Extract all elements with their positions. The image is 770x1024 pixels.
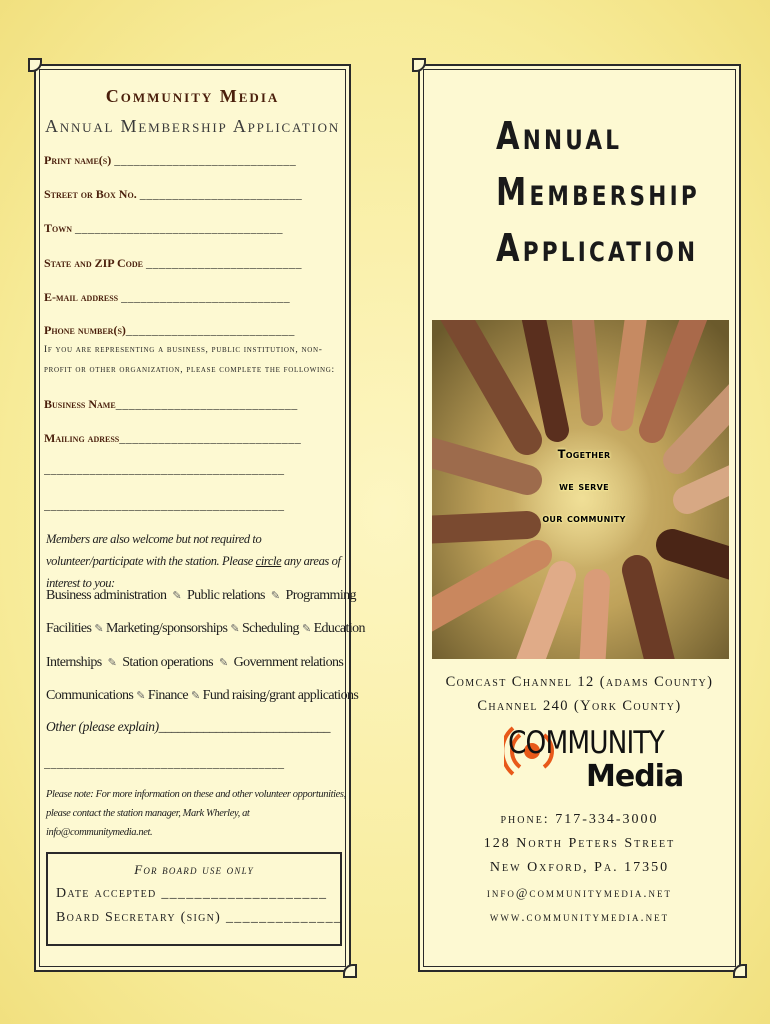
interest-government-relations[interactable]: Government relations	[233, 655, 344, 670]
logo-word-community: COMMUNITY	[508, 725, 664, 761]
city-address: New Oxford, Pa. 17350	[489, 860, 670, 875]
email-field[interactable]: E-mail address __________________________	[44, 290, 291, 304]
form-title: Annual Membership Application	[44, 116, 341, 136]
other-field[interactable]: Other (please explain)___________________________	[46, 719, 331, 734]
print-name-field[interactable]: Print name(s) ____________________________	[44, 153, 297, 167]
interest-row-3	[46, 655, 346, 671]
photo-caption-2: we serve	[559, 479, 609, 493]
interest-row-1	[46, 588, 356, 604]
interest-row-4	[46, 688, 359, 704]
leaf-bullet-icon: ✎	[218, 657, 228, 669]
interest-internships[interactable]: Internships	[46, 655, 102, 670]
street-address: 128 North Peters Street	[483, 836, 676, 851]
leaf-bullet-icon: ✎	[107, 657, 117, 669]
website[interactable]: www.communitymedia.net	[489, 910, 670, 924]
interest-business-administration[interactable]: Business administration	[46, 588, 167, 603]
org-title: Community Media	[105, 86, 280, 106]
application-form-panel	[34, 64, 365, 972]
phone-field[interactable]: Phone number(s)__________________________	[44, 323, 295, 337]
leaf-bullet-icon: ✎	[172, 590, 181, 602]
photo-caption-1: Together	[557, 447, 611, 461]
interest-fund-raising[interactable]: Fund raising/grant applications	[202, 688, 359, 703]
leaf-bullet-icon: ✎	[270, 590, 280, 602]
interest-scheduling[interactable]: Scheduling	[241, 621, 299, 636]
date-accepted-field[interactable]: Date accepted ____________________	[56, 886, 328, 901]
mailing-address-field[interactable]: Mailing adress____________________________	[44, 431, 302, 445]
interest-education[interactable]: Education	[313, 621, 365, 636]
interest-communications[interactable]: Communications	[46, 688, 134, 703]
interest-row-2	[46, 621, 365, 637]
hands-circle-photo	[432, 320, 729, 659]
leaf-bullet-icon: ✎	[136, 690, 145, 702]
hands-circle-image	[432, 320, 729, 659]
interest-marketing[interactable]: Marketing/sponsorships	[105, 621, 228, 636]
leaf-bullet-icon: ✎	[230, 623, 239, 635]
interest-public-relations[interactable]: Public relations	[187, 588, 265, 603]
other-line-2[interactable]: _____________________________________	[44, 756, 285, 770]
town-field[interactable]: Town ________________________________	[44, 221, 284, 235]
leaf-bullet-icon: ✎	[191, 690, 200, 702]
cover-panel	[418, 64, 741, 972]
phone: phone: 717-334-3000	[500, 812, 659, 827]
volunteer-intro: Members are also welcome but not required to volunteer/participate with the station. Please circle any areas of interest to you:	[46, 532, 341, 590]
email-address[interactable]: info@communitymedia.net	[486, 886, 673, 900]
logo-word-media: Media	[586, 759, 684, 794]
board-use-title: For board use only	[134, 862, 254, 877]
business-name-field[interactable]: Business Name____________________________	[44, 397, 298, 411]
address-line-3[interactable]: _____________________________________	[44, 498, 285, 512]
interest-programming[interactable]: Programming	[285, 588, 356, 603]
state-zip-field[interactable]: State and ZIP Code ________________________	[44, 256, 302, 270]
community-media-logo	[504, 721, 684, 801]
interest-facilities[interactable]: Facilities	[46, 621, 92, 636]
info-note: Please note: For more information on these and other volunteer opportunities, please contact the station manager, Mark Wherley, at info@communitymedia.net.	[46, 789, 346, 838]
address-line-2[interactable]: _____________________________________	[44, 462, 285, 476]
board-secretary-field[interactable]: Board Secretary (sign) ______________	[56, 910, 343, 925]
comcast-channel: Comcast Channel 12 (adams County)	[445, 674, 714, 690]
photo-caption-3: our community	[542, 511, 626, 525]
leaf-bullet-icon: ✎	[94, 623, 103, 635]
interest-station-operations[interactable]: Station operations	[122, 655, 213, 670]
organization-note: If you are representing a business, public institution, non-profit or other organization, please complete the following:	[44, 345, 335, 375]
cover-title: Annual Membership Application	[496, 114, 700, 270]
leaf-bullet-icon: ✎	[301, 623, 311, 635]
board-use-box	[46, 852, 342, 946]
york-channel: Channel 240 (York County)	[477, 698, 682, 714]
circle-word: circle	[255, 554, 282, 568]
street-field[interactable]: Street or Box No. _________________________	[44, 187, 303, 201]
interest-finance[interactable]: Finance	[147, 688, 189, 703]
